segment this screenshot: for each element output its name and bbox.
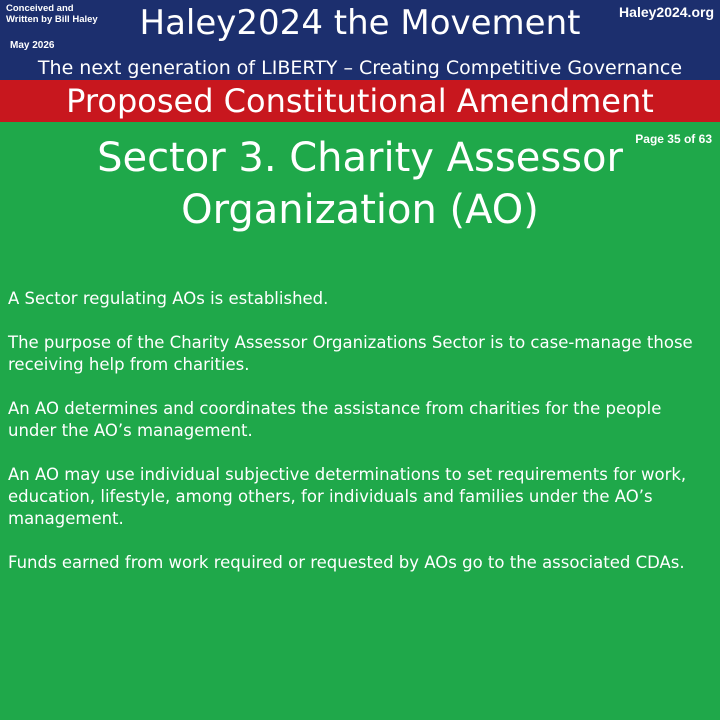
author-credit: Conceived and Written by Bill Haley xyxy=(6,3,98,25)
page-indicator: Page 35 of 63 xyxy=(635,132,712,146)
site-url-link[interactable]: Haley2024.org xyxy=(619,4,714,20)
body-paragraph: An AO may use individual subjective determinations to set requirements for work, education, lifestyle, among others, for individuals and families under the AO’s management. xyxy=(8,465,687,528)
section-heading: Sector 3. Charity Assessor Organization (AO) xyxy=(97,135,623,233)
site-title: Haley2024 the Movement xyxy=(139,3,581,43)
header-bar xyxy=(0,0,720,80)
body-paragraph: Funds earned from work required or requested by AOs go to the associated CDAs. xyxy=(8,553,685,572)
body-paragraph: An AO determines and coordinates the assistance from charities for the people under the AO’s management. xyxy=(8,399,662,440)
section-body xyxy=(8,288,713,574)
amendment-banner: Proposed Constitutional Amendment xyxy=(0,80,720,122)
body-paragraph: The purpose of the Charity Assessor Organizations Sector is to case-manage those receiving help from charities. xyxy=(8,333,693,374)
publication-date: May 2026 xyxy=(10,40,55,51)
body-paragraph: A Sector regulating AOs is established. xyxy=(8,289,329,308)
site-subtitle: The next generation of LIBERTY – Creating Competitive Governance xyxy=(37,57,683,79)
